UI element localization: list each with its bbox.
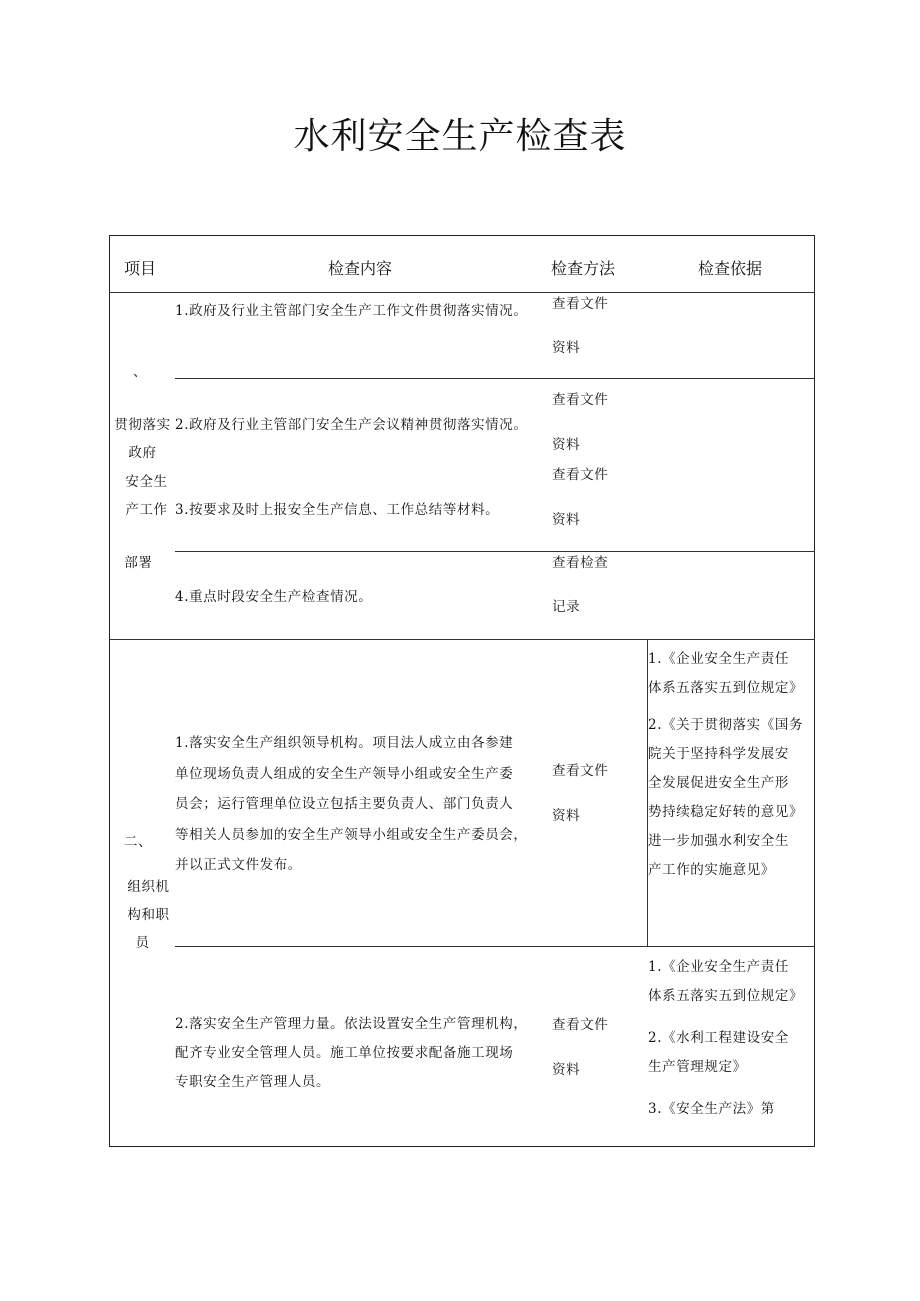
page-title: 水利安全生产检查表 [293,116,627,157]
section2-row1-method: 资料 [552,808,581,824]
section2-row2-method: 资料 [552,1062,581,1078]
header-divider [110,292,815,293]
section2-row1-content: 1.落实安全生产组织领导机构。项目法人成立由各参建 单位现场负责人组成的安全生产领导小组或安全生产委 员会；运行管理单位设立包括主要负责人、部门负责人 等相关人员参加的安全生产领导小组或安全生产委员会， 并以正式文件发布。 [175,735,528,873]
section1-row2-method: 资料 [552,437,581,453]
section1-row4-method: 记录 [552,599,581,615]
section1-row4-method: 查看检查 [552,555,609,571]
section1-name-line: 产工作 [125,502,168,518]
row-divider [175,378,815,379]
section1-name-line: 安全生 [125,474,168,490]
row-divider [175,551,815,552]
section2-row2-method: 查看文件 [552,1017,609,1033]
section2-name-line: 构和职 [127,907,170,923]
section1-row4-content: 4.重点时段安全生产检查情况。 [175,589,373,605]
section2-name-line: 组织机 [127,879,170,895]
section1-row1-content: 1.政府及行业主管部门安全生产工作文件贯彻落实情况。 [175,303,528,319]
section-divider [110,639,815,640]
section2-row2-content: 2.落实安全生产管理力量。依法设置安全生产管理机构， 配齐专业安全管理人员。施工单位按要求配备施工现场 专职安全生产管理人员。 [175,1016,528,1090]
section1-row3-method: 查看文件 [552,467,609,483]
header-method: 检查方法 [551,259,616,278]
section2-row2-basis: 1.《企业安全生产责任 体系五落实五到位规定》 2.《水利工程建设安全 生产管理规定》 3.《安全生产法》第 [648,959,804,1117]
section2-mark: 二、 [124,834,153,850]
row-divider [175,946,815,947]
section1-name-line: 部署 [124,555,153,571]
section1-name-line: 政府 [128,445,157,461]
section2-row1-basis: 1.《企业安全生产责任 体系五落实五到位规定》 2.《关于贯彻落实《国务 院关于坚持科学发展安 全发展促进安全生产形 势持续稳定好转的意见》 进一步加强水利安全生 产工作的实施意见》 [648,651,804,878]
section2-row1-method: 查看文件 [552,763,609,779]
header-item: 项目 [124,259,157,278]
section1-row2-method: 查看文件 [552,392,609,408]
section1-row1-method: 资料 [552,340,581,356]
section1-row3-method: 资料 [552,512,581,528]
section1-name-line: 贯彻落实 [114,417,171,433]
section1-row2-content: 2.政府及行业主管部门安全生产会议精神贯彻落实情况。 [175,417,528,433]
section2-name-line: 员 [135,935,150,951]
section1-row1-method: 查看文件 [552,296,609,312]
header-basis: 检查依据 [698,259,763,278]
section1-row3-content: 3.按要求及时上报安全生产信息、工作总结等材料。 [175,502,500,518]
header-content: 检查内容 [328,259,393,278]
section1-mark: 、 [133,364,148,380]
